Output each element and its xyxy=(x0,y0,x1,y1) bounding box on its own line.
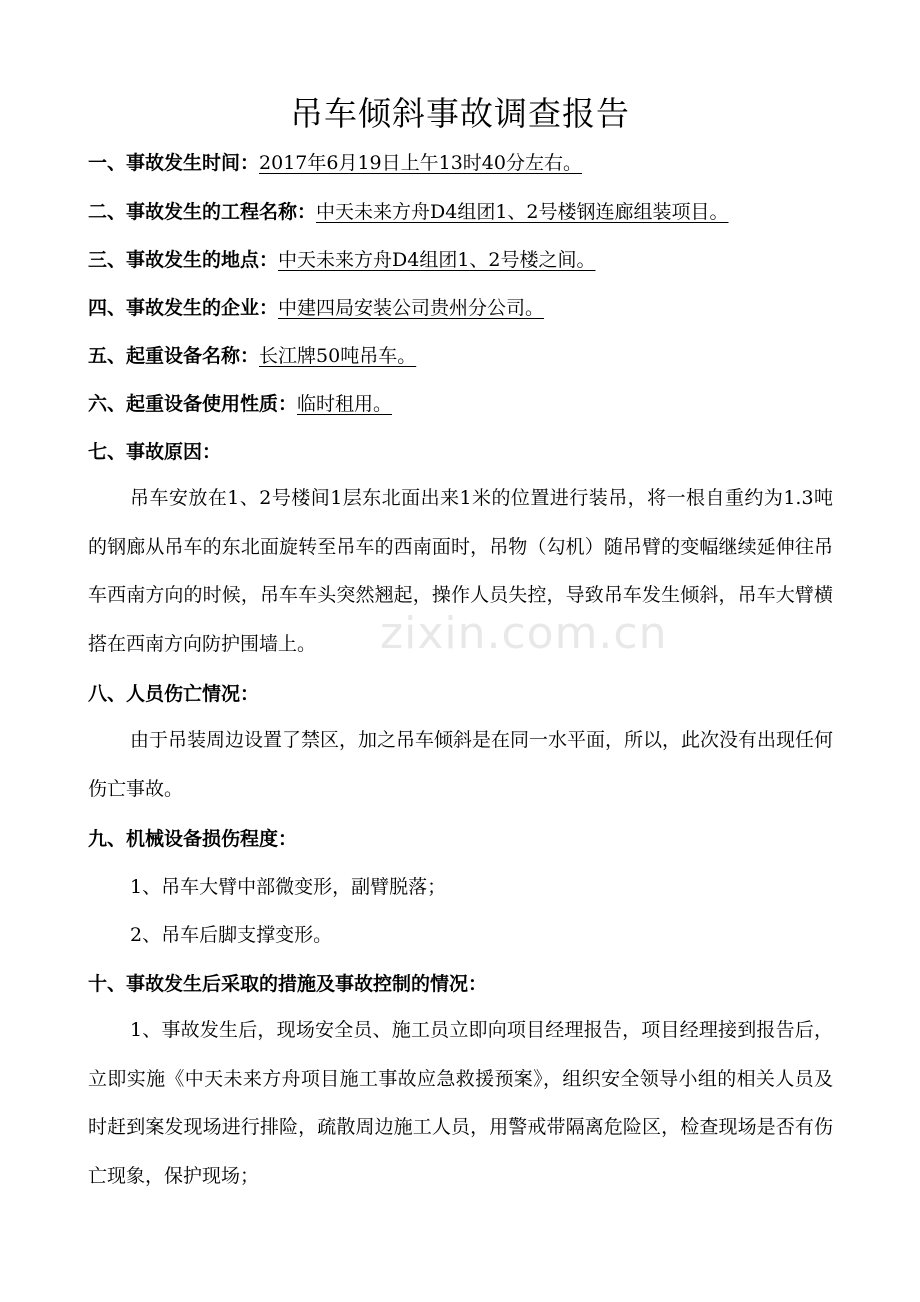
field-project-name xyxy=(88,199,729,225)
field-location xyxy=(88,247,596,273)
list-item: 1、吊车大臂中部微变形，副臂脱落； xyxy=(130,876,447,898)
field-label: 二、事故发生的工程名称： xyxy=(88,201,317,223)
section-text-cause: 吊车安放在1、2号楼间1层东北面出来1米的位置进行装吊，将一根自重约为1.3吨的钢廊从吊车的东北面旋转至吊车的西南面时，吊物（勾机）随吊臂的变幅继续延伸往吊车西南方向的时候，吊车车头突然翘起，操作人员失控，导致吊车发生倾斜，吊车大臂横搭在西南方向防护围墙上。 xyxy=(88,487,833,655)
document-title: 吊车倾斜事故调查报告 xyxy=(290,94,630,133)
field-value: 中建四局安装公司贵州分公司。 xyxy=(278,297,545,319)
field-value: 中天未来方舟D4组团1、2号楼之间。 xyxy=(278,249,596,271)
field-accident-time xyxy=(88,150,582,176)
field-label: 四、事故发生的企业： xyxy=(88,297,279,319)
field-label: 五、起重设备名称： xyxy=(88,345,260,367)
section-text-measures: 1、事故发生后，现场安全员、施工员立即向项目经理报告，项目经理接到报告后，立即实施《中天未来方舟项目施工事故应急救援预案》，组织安全领导小组的相关人员及时赶到案发现场进行排险，疏散周边施工人员，用警戒带隔离危险区，检查现场是否有伤亡现象，保护现场； xyxy=(88,1019,833,1187)
field-equipment-name xyxy=(88,343,416,369)
field-label: 三、事故发生的地点： xyxy=(88,249,279,271)
field-equipment-usage xyxy=(88,391,392,417)
section-heading-damage: 九、机械设备损伤程度： xyxy=(88,828,298,850)
section-heading-casualties: 八、人员伤亡情况： xyxy=(88,683,260,705)
field-value: 临时租用。 xyxy=(297,393,393,415)
field-label: 六、起重设备使用性质： xyxy=(88,393,298,415)
field-company xyxy=(88,295,544,321)
field-value: 长江牌50吨吊车。 xyxy=(259,345,417,367)
section-heading-measures: 十、事故发生后采取的措施及事故控制的情况： xyxy=(88,973,488,995)
watermark: zixin.com.cn xyxy=(380,608,668,659)
field-value: 2017年6月19日上午13时40分左右。 xyxy=(259,152,582,174)
list-item: 2、吊车后脚支撑变形。 xyxy=(130,924,333,946)
field-label: 一、事故发生时间： xyxy=(88,152,260,174)
field-value: 中天未来方舟D4组团1、2号楼钢连廊组装项目。 xyxy=(316,201,729,223)
section-heading-cause: 七、事故原因： xyxy=(88,441,222,463)
section-text-casualties: 由于吊装周边设置了禁区，加之吊车倾斜是在同一水平面，所以，此次没有出现任何伤亡事故。 xyxy=(88,729,834,800)
